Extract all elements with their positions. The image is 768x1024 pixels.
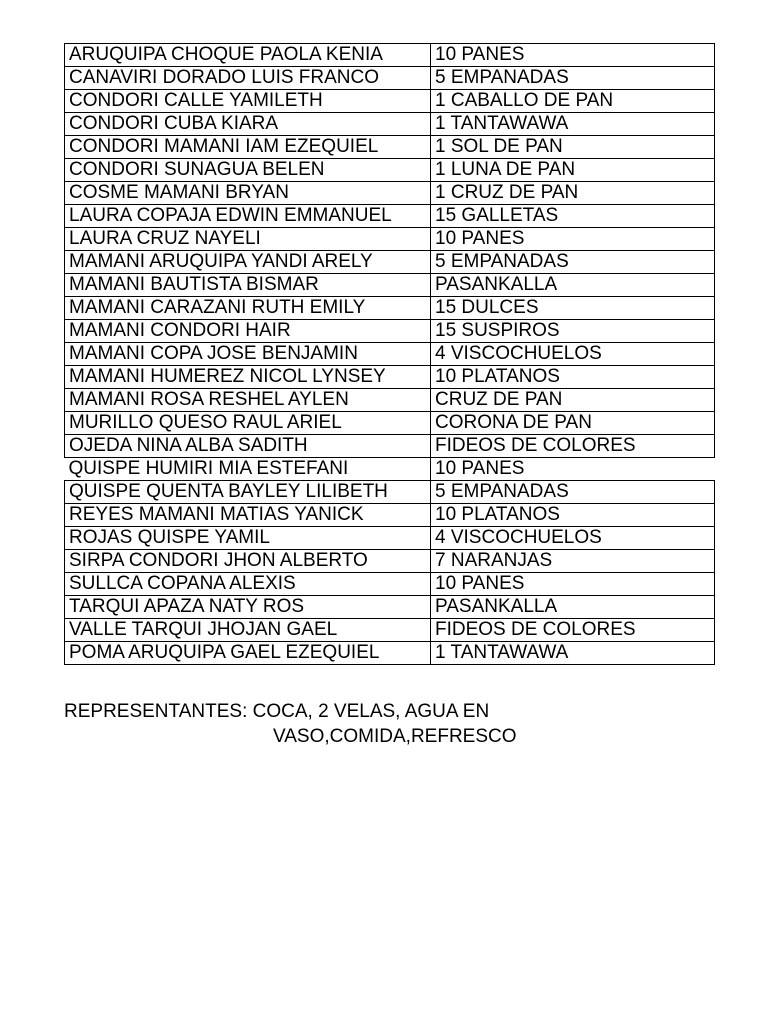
table-row	[65, 90, 715, 113]
student-name-cell: VALLE TARQUI JHOJAN GAEL	[65, 619, 431, 642]
contribution-cell: CORONA DE PAN	[431, 412, 715, 435]
student-name-cell: OJEDA NINA ALBA SADITH	[65, 435, 431, 458]
table-row	[65, 435, 715, 458]
student-name-cell: MAMANI BAUTISTA BISMAR	[65, 274, 431, 297]
contribution-cell: 4 VISCOCHUELOS	[431, 527, 715, 550]
table-row	[65, 596, 715, 619]
student-name-cell: QUISPE HUMIRI MIA ESTEFANI	[65, 458, 431, 481]
contribution-cell: PASANKALLA	[431, 596, 715, 619]
table-row	[65, 527, 715, 550]
table-row	[65, 389, 715, 412]
table-row	[65, 573, 715, 596]
contribution-cell: 1 CRUZ DE PAN	[431, 182, 715, 205]
table-row	[65, 297, 715, 320]
contribution-cell: 5 EMPANADAS	[431, 251, 715, 274]
student-name-cell: TARQUI APAZA NATY ROS	[65, 596, 431, 619]
table-row	[65, 251, 715, 274]
contribution-cell: 7 NARANJAS	[431, 550, 715, 573]
contribution-cell: 10 PANES	[431, 228, 715, 251]
contribution-cell: 1 TANTAWAWA	[431, 113, 715, 136]
table-row	[65, 642, 715, 665]
student-name-cell: LAURA COPAJA EDWIN EMMANUEL	[65, 205, 431, 228]
table-row	[65, 412, 715, 435]
student-name-cell: POMA ARUQUIPA GAEL EZEQUIEL	[65, 642, 431, 665]
contribution-cell: PASANKALLA	[431, 274, 715, 297]
table-row	[65, 136, 715, 159]
contribution-cell: 5 EMPANADAS	[431, 67, 715, 90]
contribution-cell: 10 PANES	[431, 458, 715, 481]
table-row	[65, 182, 715, 205]
table-row	[65, 205, 715, 228]
contribution-cell: 10 PANES	[431, 573, 715, 596]
student-name-cell: MAMANI CARAZANI RUTH EMILY	[65, 297, 431, 320]
student-contribution-table	[64, 43, 715, 665]
table-row	[65, 228, 715, 251]
student-name-cell: COSME MAMANI BRYAN	[65, 182, 431, 205]
table-row	[65, 619, 715, 642]
student-name-cell: ROJAS QUISPE YAMIL	[65, 527, 431, 550]
representatives-note-line2: VASO,COMIDA,REFRESCO	[273, 726, 517, 747]
contribution-cell: 1 TANTAWAWA	[431, 642, 715, 665]
student-name-cell: MAMANI HUMEREZ NICOL LYNSEY	[65, 366, 431, 389]
student-name-cell: SIRPA CONDORI JHON ALBERTO	[65, 550, 431, 573]
table-row	[65, 366, 715, 389]
contribution-cell: 10 PLATANOS	[431, 366, 715, 389]
contribution-cell: 15 GALLETAS	[431, 205, 715, 228]
student-name-cell: REYES MAMANI MATIAS YANICK	[65, 504, 431, 527]
student-name-cell: LAURA CRUZ NAYELI	[65, 228, 431, 251]
contribution-cell: 1 CABALLO DE PAN	[431, 90, 715, 113]
contribution-cell: CRUZ DE PAN	[431, 389, 715, 412]
student-name-cell: CONDORI MAMANI IAM EZEQUIEL	[65, 136, 431, 159]
student-name-cell: CONDORI SUNAGUA BELEN	[65, 159, 431, 182]
student-name-cell: CONDORI CUBA KIARA	[65, 113, 431, 136]
table-row	[65, 159, 715, 182]
student-name-cell: ARUQUIPA CHOQUE PAOLA KENIA	[65, 44, 431, 67]
representatives-note-line1: REPRESENTANTES: COCA, 2 VELAS, AGUA EN	[64, 701, 490, 722]
student-name-cell: CONDORI CALLE YAMILETH	[65, 90, 431, 113]
table-row	[65, 274, 715, 297]
table-row	[65, 320, 715, 343]
contribution-cell: 1 LUNA DE PAN	[431, 159, 715, 182]
student-name-cell: MAMANI COPA JOSE BENJAMIN	[65, 343, 431, 366]
student-name-cell: SULLCA COPANA ALEXIS	[65, 573, 431, 596]
table-row	[65, 67, 715, 90]
contribution-cell: 10 PLATANOS	[431, 504, 715, 527]
table-body	[65, 44, 715, 665]
student-name-cell: QUISPE QUENTA BAYLEY LILIBETH	[65, 481, 431, 504]
representatives-note	[64, 699, 684, 749]
student-name-cell: MURILLO QUESO RAUL ARIEL	[65, 412, 431, 435]
table-row	[65, 481, 715, 504]
contribution-cell: 5 EMPANADAS	[431, 481, 715, 504]
contribution-cell: FIDEOS DE COLORES	[431, 619, 715, 642]
table-row	[65, 113, 715, 136]
table-row	[65, 550, 715, 573]
contribution-cell: 4 VISCOCHUELOS	[431, 343, 715, 366]
student-name-cell: MAMANI ARUQUIPA YANDI ARELY	[65, 251, 431, 274]
student-name-cell: MAMANI CONDORI HAIR	[65, 320, 431, 343]
contribution-cell: 1 SOL DE PAN	[431, 136, 715, 159]
student-name-cell: CANAVIRI DORADO LUIS FRANCO	[65, 67, 431, 90]
contribution-cell: 15 DULCES	[431, 297, 715, 320]
student-name-cell: MAMANI ROSA RESHEL AYLEN	[65, 389, 431, 412]
table-row	[65, 458, 715, 481]
table-row	[65, 343, 715, 366]
contribution-cell: 15 SUSPIROS	[431, 320, 715, 343]
contribution-cell: 10 PANES	[431, 44, 715, 67]
table-row	[65, 44, 715, 67]
table-row	[65, 504, 715, 527]
contribution-cell: FIDEOS DE COLORES	[431, 435, 715, 458]
